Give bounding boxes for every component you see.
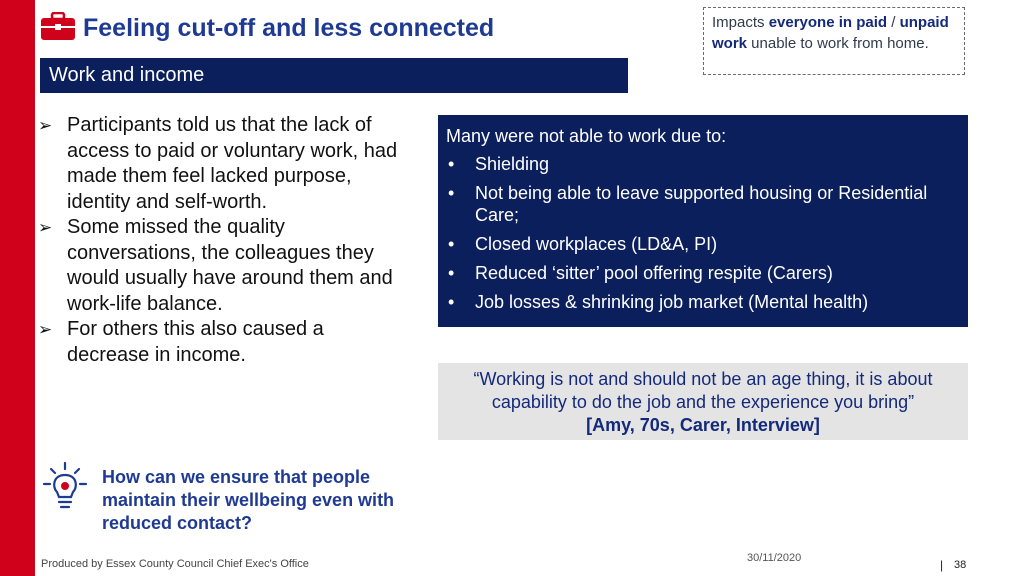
impact-text-2: / <box>887 14 900 31</box>
reasons-list <box>446 153 960 313</box>
finding-item <box>38 215 408 317</box>
arrow-bullet-icon: ➢ <box>38 116 53 135</box>
reason-item <box>446 182 960 226</box>
lightbulb-icon <box>42 462 88 514</box>
impact-emphasis-1: everyone in paid <box>768 14 888 31</box>
red-accent-bar <box>0 0 35 576</box>
arrow-bullet-icon: ➢ <box>38 218 53 237</box>
quote-text: “Working is not and should not be an age thing, it is about capability to do the job and the experience you bring” <box>473 369 933 412</box>
arrow-bullet-icon: ➢ <box>38 320 53 339</box>
reason-item <box>446 262 960 284</box>
finding-item <box>38 317 408 368</box>
findings-list <box>38 113 408 368</box>
footer-separator: | <box>940 558 944 572</box>
bullet-dot-icon: • <box>448 292 455 312</box>
reasons-intro: Many were not able to work due to: <box>446 126 727 146</box>
quote-panel <box>438 363 968 440</box>
finding-text: For others this also caused a decrease in income. <box>67 318 324 366</box>
reason-text: Shielding <box>475 154 550 174</box>
footer-producer: Produced by Essex County Council Chief Exec's Office <box>41 558 309 570</box>
section-header-band <box>40 58 628 93</box>
section-title: Work and income <box>49 64 205 86</box>
finding-text: Some missed the quality conversations, the colleagues they would usually have around them and work-life balance. <box>67 216 393 315</box>
reason-item <box>446 291 960 313</box>
page-number: 38 <box>954 559 967 571</box>
impact-text-3: unable to work from home. <box>747 34 929 52</box>
finding-text: Participants told us that the lack of access to paid or voluntary work, had made them feel lacked purpose, identity and self-worth. <box>67 114 398 213</box>
bullet-dot-icon: • <box>448 234 455 254</box>
reason-item <box>446 153 960 175</box>
impact-text-1: Impacts <box>712 14 769 31</box>
reason-item <box>446 233 960 255</box>
bullet-dot-icon: • <box>448 154 455 174</box>
impact-emphasis-2: unpaid work <box>712 14 949 52</box>
quote-attribution: [Amy, 70s, Carer, Interview] <box>586 415 820 435</box>
finding-item <box>38 113 408 215</box>
reason-text: Job losses & shrinking job market (Mental health) <box>475 292 869 312</box>
bullet-dot-icon: • <box>448 263 455 283</box>
footer-date: 30/11/2020 <box>747 552 802 564</box>
reasons-panel <box>438 115 968 327</box>
briefcase-icon <box>40 12 76 42</box>
impact-callout <box>703 7 965 75</box>
reflection-question: How can we ensure that people maintain their wellbeing even with reduced contact? <box>102 467 395 533</box>
reason-text: Closed workplaces (LD&A, PI) <box>475 234 718 254</box>
bullet-dot-icon: • <box>448 183 455 203</box>
reason-text: Reduced ‘sitter’ pool offering respite (Carers) <box>475 263 833 283</box>
reason-text: Not being able to leave supported housing or Residential Care; <box>475 183 928 225</box>
page-title: Feeling cut-off and less connected <box>83 14 495 42</box>
